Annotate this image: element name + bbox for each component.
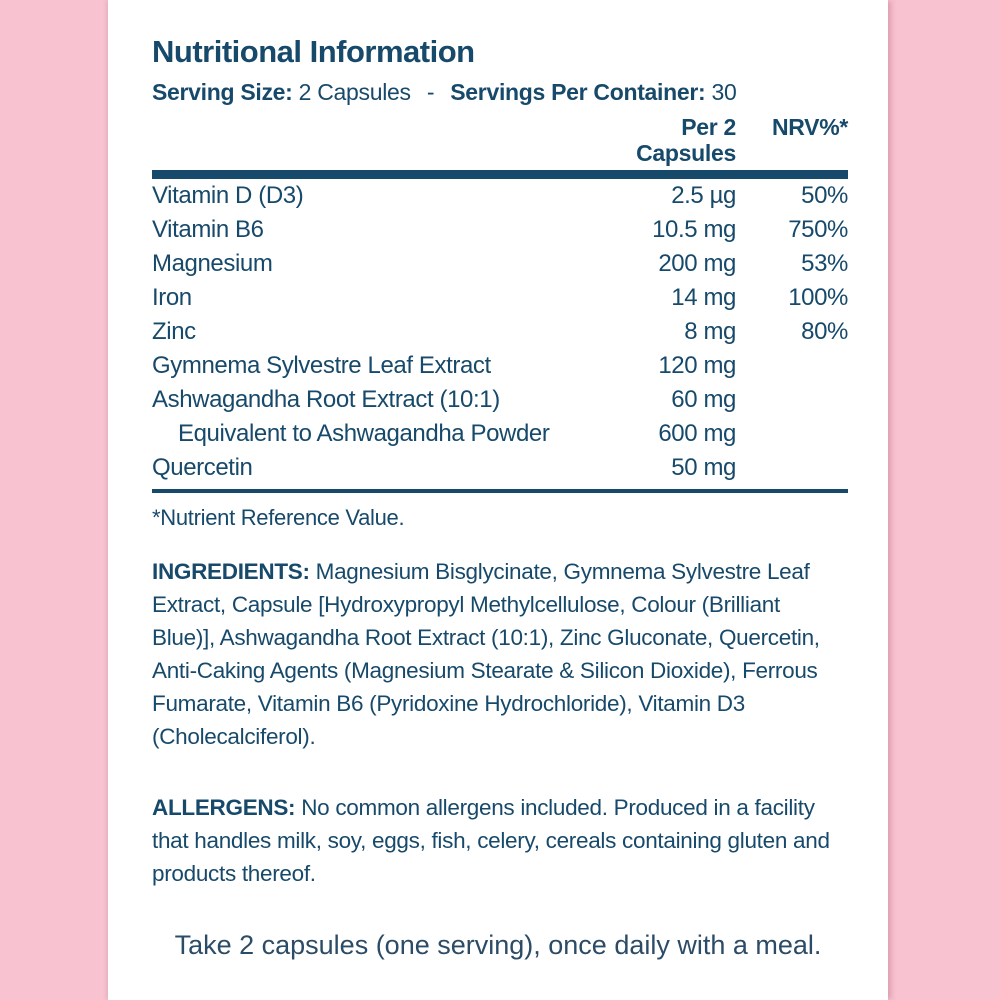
column-header-amount: Per 2 Capsules	[636, 114, 736, 166]
nutrient-name: Vitamin D (D3)	[152, 182, 304, 209]
nutrient-name: Magnesium	[152, 250, 273, 277]
nrv-footnote: *Nutrient Reference Value.	[152, 505, 405, 530]
nutrient-nrv: 80%	[801, 318, 848, 345]
nutrient-name: Ashwagandha Root Extract (10:1)	[152, 386, 500, 413]
ingredients-text: Magnesium Bisglycinate, Gymnema Sylvestre Leaf Extract, Capsule [Hydroxypropyl Methylcellulose, Colour (Brilliant Blue)], Ashwagandha Root Extract (10:1), Zinc Gluconate, Quercetin, Anti-Caking Agents (Magnesium Stearate & Silicon Dioxide), Ferrous Fumarate, Vitamin B6 (Pyridoxine Hydrochloride), Vitamin D3 (Cholecalciferol).	[152, 559, 820, 749]
label-content	[108, 0, 888, 890]
table-row	[152, 417, 848, 451]
page-title: Nutritional Information	[152, 34, 475, 69]
serving-separator: -	[426, 79, 435, 105]
nutrient-name: Quercetin	[152, 454, 253, 481]
allergens-paragraph	[152, 791, 848, 890]
directions-text: Take 2 capsules (one serving), once daily with a meal.	[174, 930, 822, 960]
serving-size-value: 2 Capsules	[298, 79, 411, 105]
nutrient-amount: 120 mg	[658, 352, 736, 379]
table-top-rule	[152, 170, 848, 179]
table-row	[152, 451, 848, 485]
table-row	[152, 349, 848, 383]
nutrient-nrv: 100%	[788, 284, 848, 311]
nutrient-name: Vitamin B6	[152, 216, 264, 243]
serving-size-label: Serving Size:	[152, 79, 293, 105]
nutrient-amount: 14 mg	[671, 284, 736, 311]
table-row	[152, 179, 848, 213]
table-row	[152, 281, 848, 315]
ingredients-heading: INGREDIENTS:	[152, 559, 310, 584]
nutrient-nrv: 53%	[801, 250, 848, 277]
nutrient-table	[152, 179, 848, 485]
nutrient-amount: 60 mg	[671, 386, 736, 413]
label-panel	[108, 0, 888, 1000]
servings-per-container-label: Servings Per Container:	[450, 79, 706, 105]
servings-per-container-value: 30	[711, 79, 737, 105]
table-row	[152, 383, 848, 417]
table-row	[152, 247, 848, 281]
ingredients-paragraph	[152, 555, 848, 753]
table-row	[152, 315, 848, 349]
nutrient-nrv: 750%	[788, 216, 848, 243]
nutrient-name: Iron	[152, 284, 192, 311]
table-header-row	[152, 114, 848, 166]
nutrient-amount: 8 mg	[684, 318, 736, 345]
nutrient-amount: 10.5 mg	[652, 216, 736, 243]
table-row	[152, 213, 848, 247]
nutrient-name: Gymnema Sylvestre Leaf Extract	[152, 352, 491, 379]
nutrient-name: Equivalent to Ashwagandha Powder	[178, 420, 550, 447]
column-header-nrv: NRV%*	[771, 114, 848, 140]
nutrient-amount: 600 mg	[658, 420, 736, 447]
nutrient-amount: 2.5 µg	[671, 182, 736, 209]
nutrient-amount: 50 mg	[671, 454, 736, 481]
allergens-heading: ALLERGENS:	[152, 795, 296, 820]
nutrient-amount: 200 mg	[658, 250, 736, 277]
nutrient-name: Zinc	[152, 318, 196, 345]
table-bottom-rule	[152, 489, 848, 493]
serving-line	[152, 78, 848, 106]
nutrient-nrv: 50%	[801, 182, 848, 209]
allergens-text: No common allergens included. Produced in a facility that handles milk, soy, eggs, fish, celery, cereals containing gluten and products thereof.	[152, 795, 830, 886]
